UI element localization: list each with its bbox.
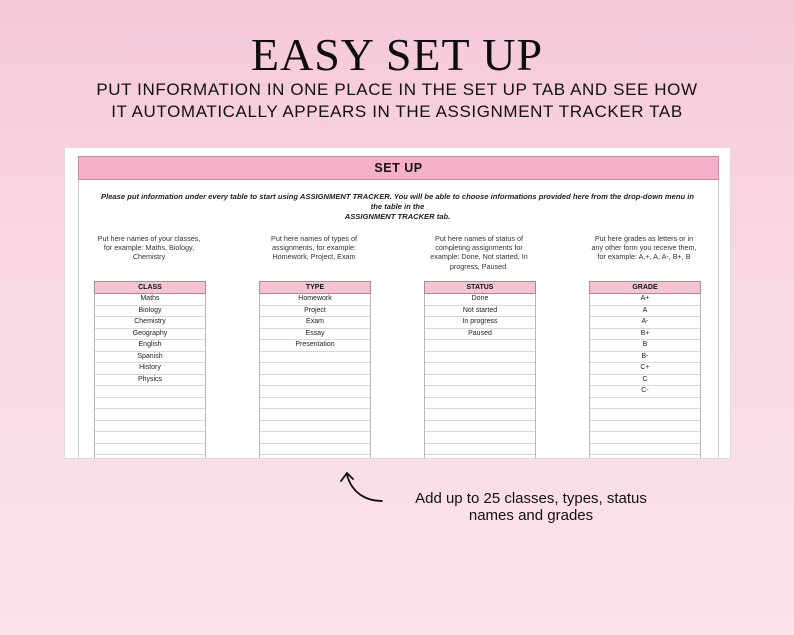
column-description-line: for example: Maths, Biology,: [103, 243, 195, 253]
column-description-line: completing assignments for: [435, 243, 523, 253]
table-cell[interactable]: Chemistry: [95, 317, 205, 329]
table-cell[interactable]: [260, 409, 370, 421]
callout-line-1: Add up to 25 classes, types, status: [415, 490, 647, 507]
table-cell[interactable]: [95, 455, 205, 458]
subheadline-line-1: PUT INFORMATION IN ONE PLACE IN THE SET UP TAB AND SEE HOW: [96, 80, 698, 99]
table-cell[interactable]: [95, 409, 205, 421]
table-cell[interactable]: [260, 398, 370, 410]
table-cell[interactable]: [425, 375, 535, 387]
column-description-line: assignments, for example:: [272, 243, 356, 253]
table-cell[interactable]: [425, 363, 535, 375]
setup-table-type: [259, 281, 371, 458]
column-description-line: any other form you receive them,: [591, 243, 697, 253]
table-cell[interactable]: [425, 386, 535, 398]
headline: EASY SET UP: [250, 29, 544, 80]
table-cell[interactable]: [425, 444, 535, 456]
column-description-line: Homework, Project, Exam: [272, 252, 356, 262]
table-cell[interactable]: [425, 432, 535, 444]
column-description: [588, 234, 700, 262]
table-cell[interactable]: [95, 386, 205, 398]
instruction-line-2: ASSIGNMENT TRACKER tab.: [344, 212, 451, 221]
table-cell[interactable]: [95, 444, 205, 456]
table-cell[interactable]: A-: [590, 317, 700, 329]
table-cell[interactable]: Biology: [95, 306, 205, 318]
callout-note: [400, 490, 662, 524]
table-cell[interactable]: [260, 455, 370, 458]
table-cell[interactable]: Homework: [260, 294, 370, 306]
table-cell[interactable]: Geography: [95, 329, 205, 341]
table-cell[interactable]: C+: [590, 363, 700, 375]
table-cell[interactable]: [260, 421, 370, 433]
table-cell[interactable]: [425, 398, 535, 410]
table-cell[interactable]: Physics: [95, 375, 205, 387]
table-cell[interactable]: Project: [260, 306, 370, 318]
table-cell[interactable]: Done: [425, 294, 535, 306]
subheadline-line-2: IT AUTOMATICALLY APPEARS IN THE ASSIGNMENT TRACKER TAB: [111, 102, 683, 121]
column-description-line: example: Done, Not started, In: [430, 252, 528, 262]
table-cell[interactable]: [95, 398, 205, 410]
table-cell[interactable]: C-: [590, 386, 700, 398]
table-cell[interactable]: Not started: [425, 306, 535, 318]
table-cell[interactable]: [590, 421, 700, 433]
table-cell[interactable]: [260, 444, 370, 456]
table-cell[interactable]: [425, 340, 535, 352]
table-cell[interactable]: [260, 363, 370, 375]
table-cell[interactable]: Paused: [425, 329, 535, 341]
table-header: CLASS: [94, 281, 206, 294]
setup-table-grade: [589, 281, 701, 458]
table-cell[interactable]: B+: [590, 329, 700, 341]
column-description-line: for example: A,+, A, A-, B+, B: [597, 252, 691, 262]
curved-arrow-icon: [338, 465, 388, 507]
table-cell[interactable]: [425, 455, 535, 458]
table-header: STATUS: [424, 281, 536, 294]
table-cell[interactable]: [590, 432, 700, 444]
table-cell[interactable]: C: [590, 375, 700, 387]
table-cell[interactable]: Exam: [260, 317, 370, 329]
table-header: TYPE: [259, 281, 371, 294]
table-cell[interactable]: Maths: [95, 294, 205, 306]
table-header: GRADE: [589, 281, 701, 294]
column-description-line: Put here names of your classes,: [97, 234, 201, 243]
column-description: [258, 234, 370, 262]
column-description-line: Put here names of status of: [435, 234, 523, 243]
table-cell[interactable]: [425, 421, 535, 433]
table-cell[interactable]: [260, 432, 370, 444]
table-cell[interactable]: [425, 352, 535, 364]
table-cell[interactable]: [590, 409, 700, 421]
table-cell[interactable]: [95, 421, 205, 433]
table-cell[interactable]: [95, 432, 205, 444]
table-cell[interactable]: B: [590, 340, 700, 352]
table-cell[interactable]: B-: [590, 352, 700, 364]
column-description-line: Put here names of types of: [271, 234, 357, 243]
instruction-line-1: Please put information under every table to start using ASSIGNMENT TRACKER. You will be able to choose informations provided here from the drop-down menu in the table in the: [101, 192, 694, 211]
table-cell[interactable]: English: [95, 340, 205, 352]
setup-table-class: [94, 281, 206, 458]
table-cell[interactable]: [425, 409, 535, 421]
table-cell[interactable]: [260, 375, 370, 387]
table-cell[interactable]: History: [95, 363, 205, 375]
setup-table-status: [424, 281, 536, 458]
table-cell[interactable]: Essay: [260, 329, 370, 341]
table-cell[interactable]: [260, 386, 370, 398]
column-description-line: Chemistry: [132, 252, 166, 262]
table-cell[interactable]: [590, 444, 700, 456]
table-cell[interactable]: [590, 398, 700, 410]
table-cell[interactable]: [260, 352, 370, 364]
callout-line-2: names and grades: [468, 507, 594, 524]
column-description-line: Put here grades as letters or in: [594, 234, 694, 243]
table-cell[interactable]: Presentation: [260, 340, 370, 352]
sheet-instruction: [95, 192, 700, 222]
column-description: [423, 234, 535, 271]
table-cell[interactable]: Spanish: [95, 352, 205, 364]
column-description-line: progress, Paused.: [449, 261, 509, 271]
sheet-title: SET UP: [78, 156, 719, 180]
table-cell[interactable]: [590, 455, 700, 458]
spreadsheet-screenshot: [65, 148, 730, 458]
column-description: [93, 234, 205, 262]
table-cell[interactable]: A: [590, 306, 700, 318]
table-cell[interactable]: A+: [590, 294, 700, 306]
table-cell[interactable]: In progress: [425, 317, 535, 329]
